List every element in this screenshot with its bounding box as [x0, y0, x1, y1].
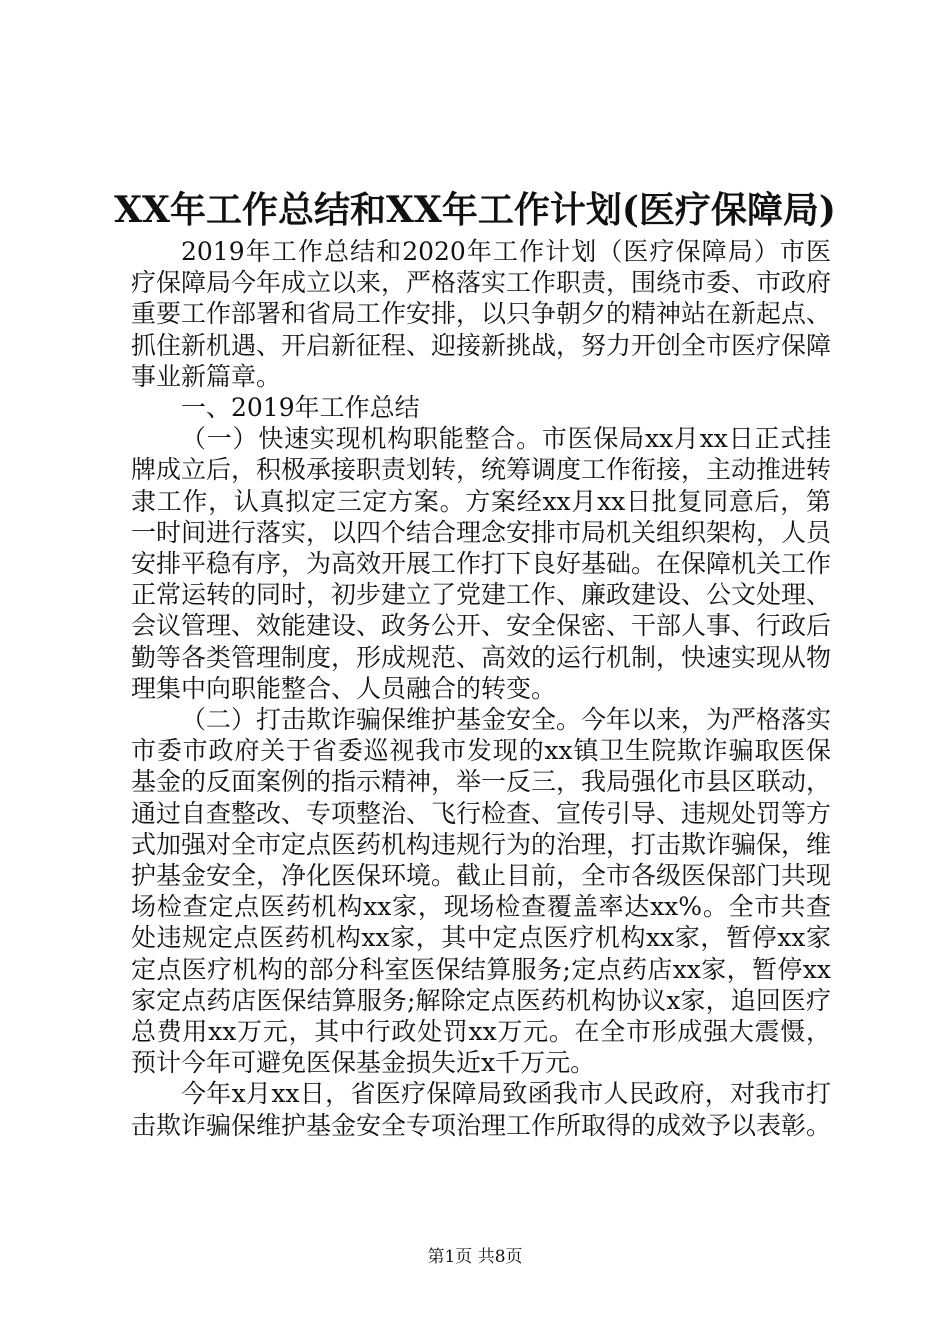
subsection-paragraph: （二）打击欺诈骗保维护基金安全。今年以来，为严格落实市委市政府关于省委巡视我市发现的xx镇卫生院欺诈骗取医保基金的反面案例的指示精神，举一反三，我局强化市县区联动，通过自查整改、专项整治、飞行检查、宣传引导、违规处罚等方式加强对全市定点医药机构违规行为的治理，打击欺诈骗保，维护基金安全，净化医保环境。截止目前，全市各级医保部门共现场检查定点医药机构xx家，现场检查覆盖率达xx%。全市共查处违规定点医药机构xx家，其中定点医疗机构xx家，暂停xx家定点医疗机构的部分科室医保结算服务;定点药店xx家，暂停xx家定点药店医保结算服务;解除定点医药机构协议x家，追回医疗总费用xx万元，其中行政处罚xx万元。在全市形成强大震慑，预计今年可避免医保基金损失近x千万元。: [131, 705, 832, 1078]
section-heading: 一、2019年工作总结: [181, 393, 420, 423]
body-paragraph: 今年x月xx日，省医疗保障局致函我市人民政府，对我市打击欺诈骗保维护基金安全专项治理工作所取得的成效予以表彰。: [131, 1079, 832, 1140]
document-body: [131, 236, 831, 1141]
document-title: XX年工作总结和XX年工作计划(医疗保障局): [114, 189, 836, 231]
page-footer: 第1页 共8页: [427, 1247, 523, 1267]
subsection-paragraph: （一）快速实现机构职能整合。市医保局xx月xx日正式挂牌成立后，积极承接职责划转，统筹调度工作衔接，主动推进转隶工作，认真拟定三定方案。方案经xx月xx日批复同意后，第一时间进行落实，以四个结合理念安排市局机关组织架构，人员安排平稳有序，为高效开展工作打下良好基础。在保障机关工作正常运转的同时，初步建立了党建工作、廉政建设、公文处理、会议管理、效能建设、政务公开、安全保密、干部人事、行政后勤等各类管理制度，形成规范、高效的运行机制，快速实现从物理集中向职能整合、人员融合的转变。: [131, 424, 832, 703]
intro-paragraph: 2019年工作总结和2020年工作计划（医疗保障局）市医疗保障局今年成立以来，严格落实工作职责，围绕市委、市政府重要工作部署和省局工作安排，以只争朝夕的精神站在新起点、抓住新机遇、开启新征程、迎接新挑战，努力开创全市医疗保障事业新篇章。: [131, 237, 832, 391]
